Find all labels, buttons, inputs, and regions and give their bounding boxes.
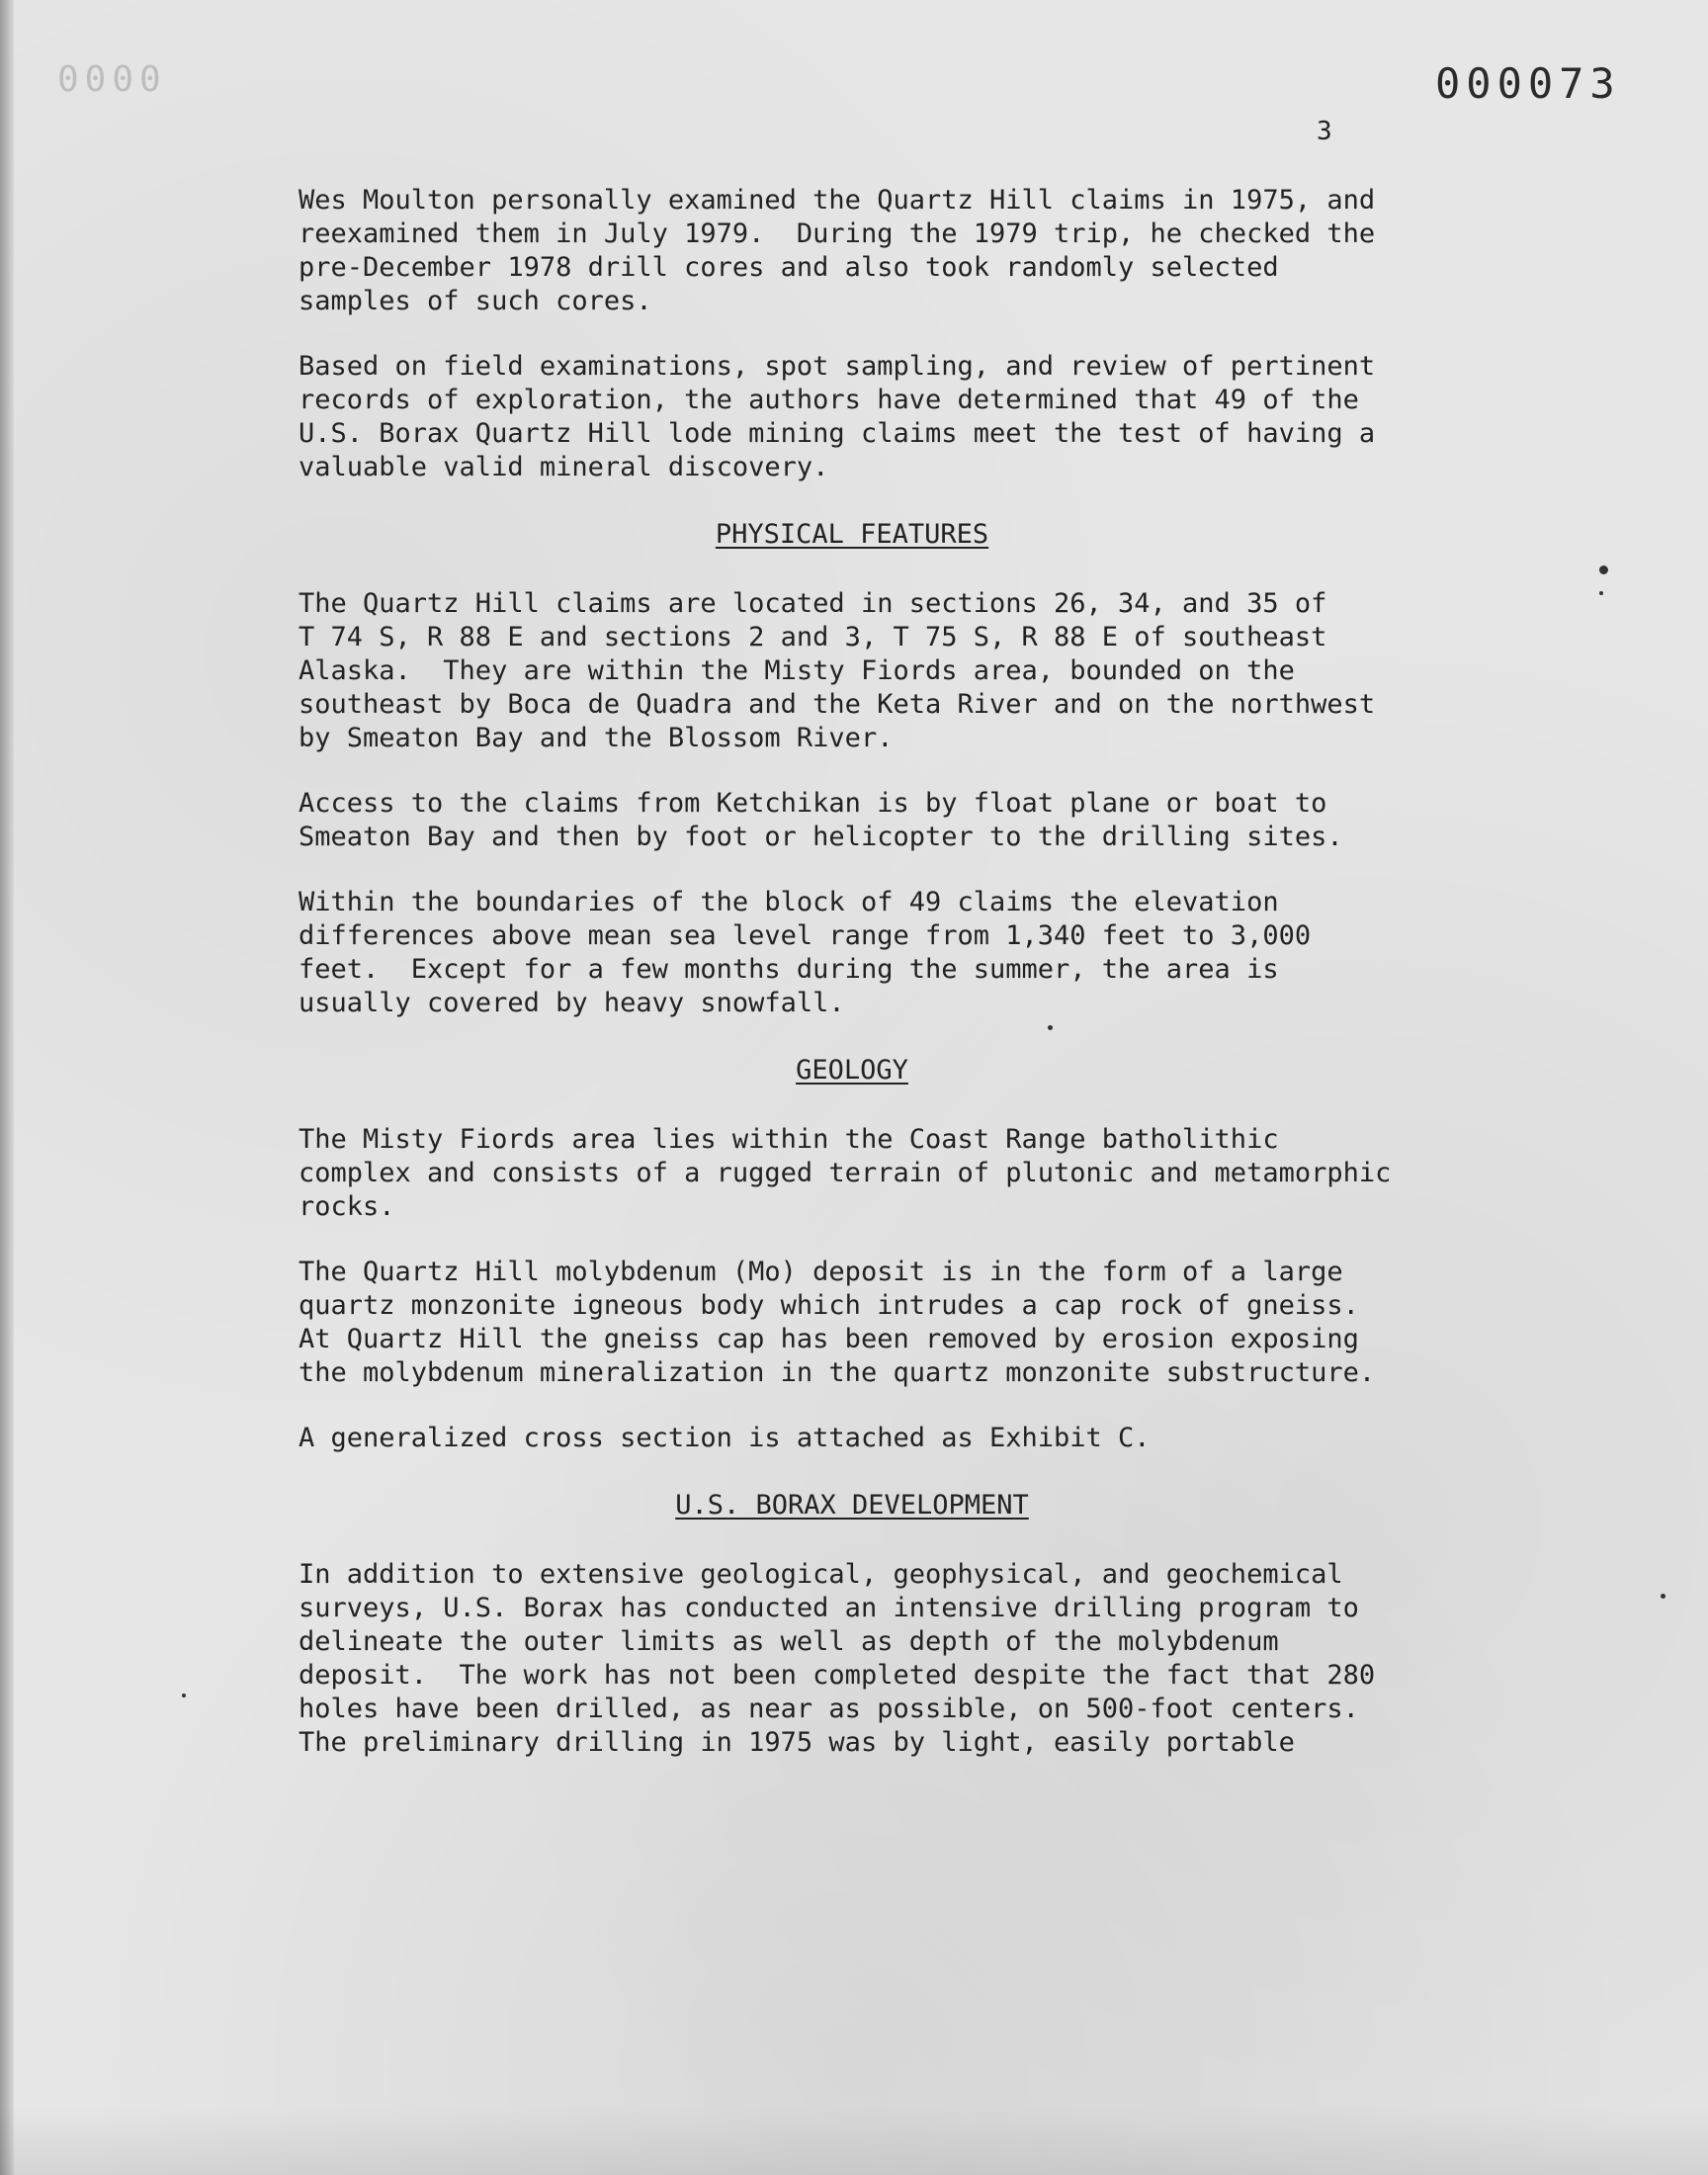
scan-speck: [1599, 591, 1603, 595]
paragraph: [299, 886, 1445, 1020]
document-body: [299, 184, 1445, 1791]
paragraph: [299, 587, 1445, 755]
paragraph: [299, 1558, 1445, 1760]
text-line: by Smeaton Bay and the Blossom River.: [299, 723, 894, 753]
scan-bottom-shadow: [0, 2106, 1708, 2175]
scan-speck: [182, 1694, 186, 1697]
text-line: reexamined them in July 1979. During the 1979 trip, he checked the: [299, 218, 1376, 249]
text-line: U.S. Borax Quartz Hill lode mining claims meet the test of having a: [299, 418, 1376, 449]
text-line: southeast by Boca de Quadra and the Keta River and on the northwest: [299, 689, 1376, 720]
section-heading-us-borax-development: U.S. BORAX DEVELOPMENT: [675, 1490, 1029, 1521]
scan-speck: [1661, 1594, 1665, 1599]
text-line: samples of such cores.: [299, 286, 652, 316]
text-line: records of exploration, the authors have determined that 49 of the: [299, 385, 1359, 415]
text-line: feet. Except for a few months during the summer, the area is: [299, 954, 1279, 985]
text-line: The preliminary drilling in 1975 was by light, easily portable: [299, 1727, 1295, 1758]
text-line: surveys, U.S. Borax has conducted an intensive drilling program to: [299, 1593, 1359, 1623]
paragraph: [299, 1256, 1445, 1390]
text-line: In addition to extensive geological, geophysical, and geochemical: [299, 1559, 1343, 1590]
text-line: The Quartz Hill molybdenum (Mo) deposit is in the form of a large: [299, 1257, 1343, 1287]
paragraph: [299, 350, 1445, 484]
text-line: T 74 S, R 88 E and sections 2 and 3, T 75 S, R 88 E of southeast: [299, 622, 1327, 652]
section-heading-geology: GEOLOGY: [796, 1055, 908, 1086]
text-line: At Quartz Hill the gneiss cap has been removed by erosion exposing: [299, 1324, 1359, 1354]
text-line: differences above mean sea level range from 1,340 feet to 3,000: [299, 920, 1312, 951]
text-line: delineate the outer limits as well as depth of the molybdenum: [299, 1626, 1279, 1657]
page-number: 3: [1317, 117, 1332, 146]
text-line: Within the boundaries of the block of 49 claims the elevation: [299, 887, 1279, 917]
scan-left-edge: [0, 0, 14, 2175]
text-line: The Quartz Hill claims are located in sections 26, 34, and 35 of: [299, 588, 1327, 619]
section-heading-physical-features: PHYSICAL FEATURES: [715, 519, 989, 550]
text-line: Smeaton Bay and then by foot or helicopter to the drilling sites.: [299, 822, 1343, 852]
text-line: valuable valid mineral discovery.: [299, 452, 829, 482]
text-line: the molybdenum mineralization in the quartz monzonite substructure.: [299, 1357, 1376, 1388]
text-line: rocks.: [299, 1191, 395, 1222]
text-line: Based on field examinations, spot sampling, and review of pertinent: [299, 351, 1376, 382]
text-line: usually covered by heavy snowfall.: [299, 988, 845, 1018]
text-line: The Misty Fiords area lies within the Coast Range batholithic: [299, 1124, 1279, 1155]
scan-speck: [1599, 566, 1608, 574]
text-line: Wes Moulton personally examined the Quartz Hill claims in 1975, and: [299, 185, 1376, 216]
text-line: holes have been drilled, as near as possible, on 500-foot centers.: [299, 1694, 1359, 1724]
text-line: deposit. The work has not been completed despite the fact that 280: [299, 1660, 1376, 1691]
text-line: Alaska. They are within the Misty Fiords area, bounded on the: [299, 655, 1295, 686]
text-line: A generalized cross section is attached as Exhibit C.: [299, 1423, 1151, 1453]
paragraph: [299, 1422, 1445, 1455]
text-line: complex and consists of a rugged terrain of plutonic and metamorphic: [299, 1158, 1392, 1188]
document-stamp-number: 000073: [1435, 59, 1621, 108]
paragraph: [299, 184, 1445, 318]
faded-stamp-number: 0000: [57, 59, 167, 100]
text-line: quartz monzonite igneous body which intrudes a cap rock of gneiss.: [299, 1290, 1359, 1321]
paragraph: [299, 1123, 1445, 1224]
text-line: Access to the claims from Ketchikan is by float plane or boat to: [299, 788, 1327, 819]
text-line: pre-December 1978 drill cores and also took randomly selected: [299, 252, 1279, 283]
paragraph: [299, 787, 1445, 854]
